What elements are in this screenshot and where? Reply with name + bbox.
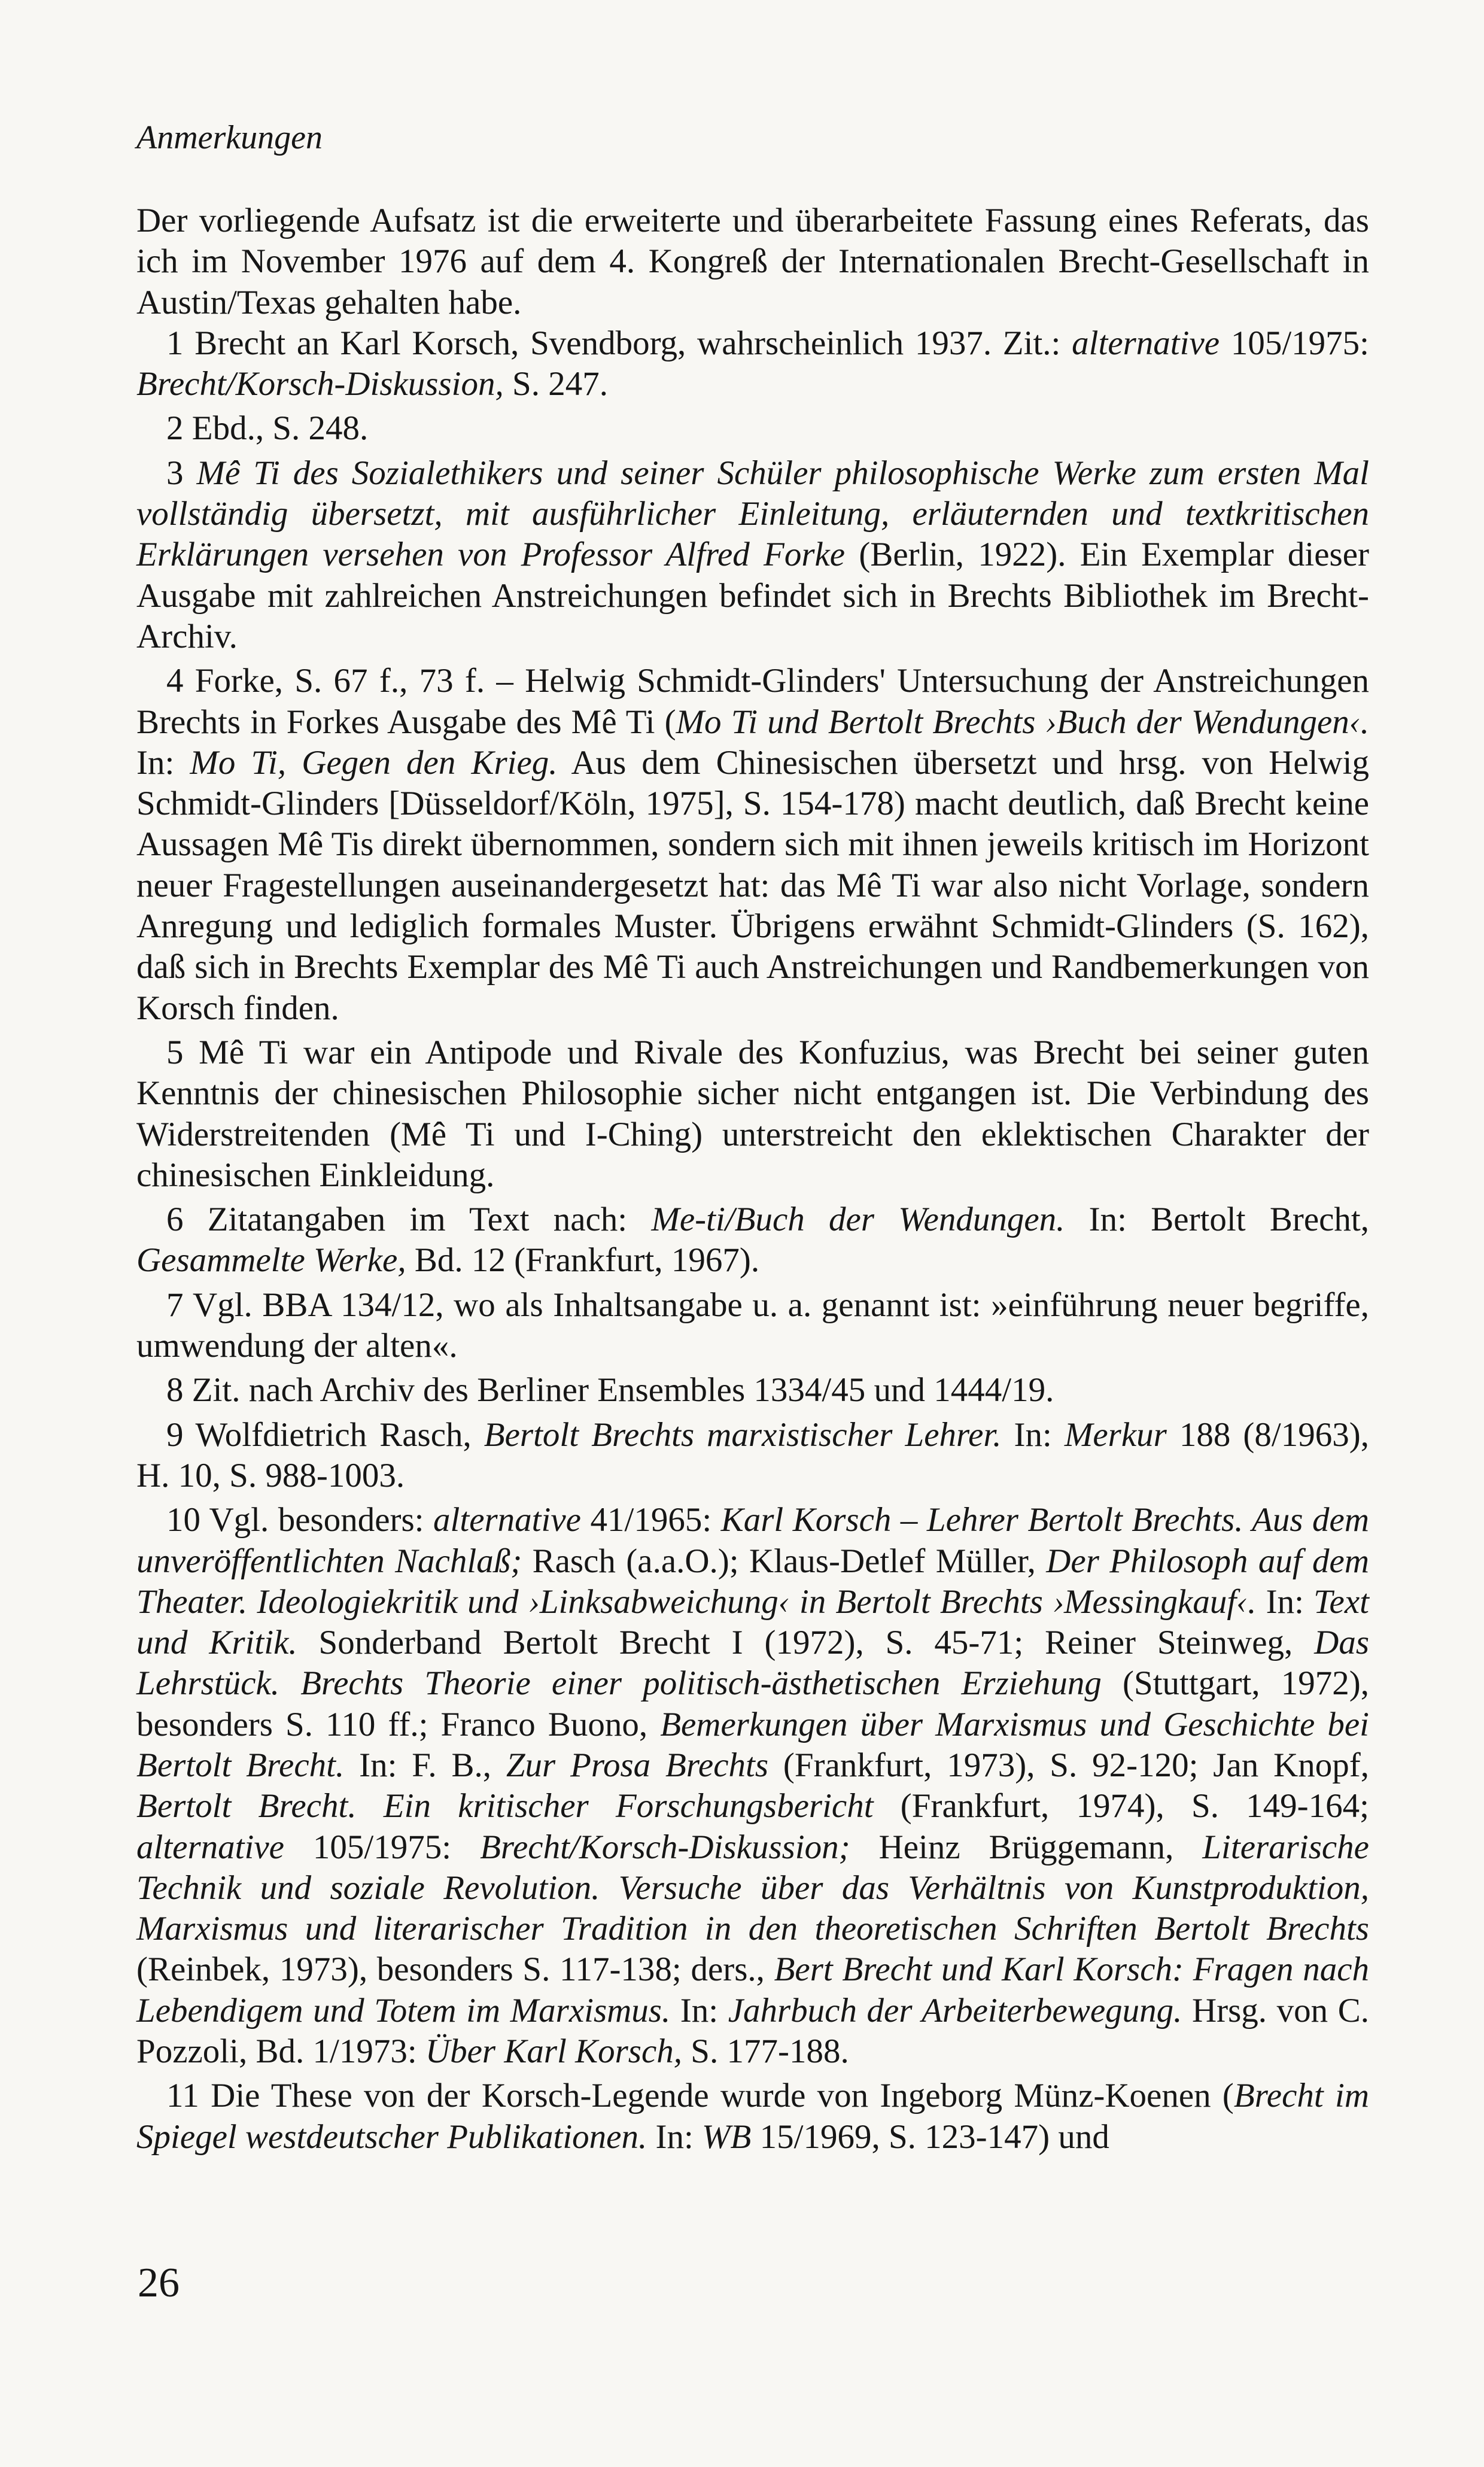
footnote-number: 7 — [166, 1286, 184, 1324]
italic-text: Bertolt Brecht. Ein kritischer Forschungsbericht — [136, 1787, 874, 1825]
footnote-number: 10 — [166, 1501, 200, 1539]
notes-list — [136, 323, 1369, 2158]
text-segment: 41/1965: — [580, 1501, 721, 1539]
text-segment: Zit. nach Archiv des Berliner Ensembles 1334/45 und 1444/19. — [191, 1371, 1054, 1409]
footnote-4 — [136, 661, 1369, 1029]
text-segment: In: — [1001, 1415, 1065, 1454]
text-segment: Heinz Brüggemann, — [850, 1828, 1203, 1866]
italic-text: alternative — [433, 1501, 581, 1539]
footnote-7 — [136, 1285, 1369, 1367]
footnote-1 — [136, 323, 1369, 405]
footnote-number: 8 — [166, 1371, 184, 1409]
text-segment: 188 (8/1963), H. 10, S. 988-1003. — [136, 1415, 1369, 1494]
text-segment: Mê Ti war ein Antipode und Rivale des Konfuzius, was Brecht bei seiner guten Kenntnis der chinesischen Philosophie sicher nicht entgangen ist. Die Verbindung des Widerstreitenden (Mê Ti und I-Ching) unterstreicht den eklektischen Charakter der chinesischen Einkleidung. — [136, 1033, 1370, 1194]
footnote-5 — [136, 1032, 1369, 1196]
footnote-number: 3 — [166, 454, 184, 492]
footnote-10 — [136, 1500, 1369, 2072]
text-segment: Ebd., S. 248. — [191, 409, 369, 448]
text-segment: 15/1969, S. 123-147) und — [751, 2117, 1109, 2156]
text-segment: (Frankfurt, 1974), S. 149-164; — [873, 1787, 1369, 1825]
footnote-9 — [136, 1415, 1369, 1497]
text-segment: Wolfdietrich Rasch, — [195, 1415, 484, 1454]
footnote-11 — [136, 2076, 1369, 2158]
section-heading: Anmerkungen — [136, 119, 323, 156]
text-segment: In: F. B., — [344, 1746, 506, 1784]
italic-text: Mê Ti des Sozialethikers und seiner Schüler philosophische Werke zum ersten Mal vollständig übersetzt, mit ausführlicher Einleitung, erläuternden und textkritischen Erklärungen versehen von Professor Alfred Forke — [136, 454, 1369, 574]
text-segment: Vgl. BBA 134/12, wo als Inhaltsangabe u. a. genannt ist: »einführung neuer begriffe, umwendung der alten«. — [136, 1286, 1369, 1365]
italic-text: Brecht/Korsch-Diskussion; — [480, 1828, 850, 1866]
text-segment: (Frankfurt, 1973), S. 92-120; Jan Knopf, — [768, 1746, 1369, 1784]
text-segment: (Reinbek, 1973), besonders S. 117-138; ders., — [136, 1950, 774, 1989]
italic-text: Mo Ti und Bertolt Brechts ›Buch der Wendungen‹. — [676, 703, 1370, 741]
italic-text: Brecht/Korsch-Diskussion, — [136, 365, 504, 403]
text-segment: Forke, S. 67 f., 73 f. – Helwig Schmidt-Glinders' Untersuchung der Anstreichungen Brechts in Forkes Ausgabe des Mê Ti ( — [136, 662, 1369, 741]
italic-text: Bert Brecht und Karl Korsch: Fragen nach Lebendigem und Totem im Marxismus. — [136, 1950, 1369, 2029]
text-segment: 105/1975: — [284, 1828, 481, 1866]
footnote-number: 11 — [166, 2077, 199, 2115]
italic-text: alternative — [1072, 324, 1220, 362]
footnote-number: 6 — [166, 1201, 184, 1239]
text-segment: Die These von der Korsch-Legende wurde von Ingeborg Münz-Koenen ( — [211, 2077, 1234, 2115]
italic-text: WB — [702, 2117, 752, 2156]
italic-text: Der Philosoph auf dem Theater. Ideologiekritik und ›Linksabweichung‹ in Bertolt Brechts ›Messingkauf‹. — [136, 1542, 1369, 1621]
text-segment: Rasch (a.a.O.); Klaus-Detlef Müller, — [522, 1542, 1047, 1580]
page-number: 26 — [138, 2260, 180, 2306]
text-segment: Aus dem Chinesischen übersetzt und hrsg. von Helwig Schmidt-Glinders [Düsseldorf/Köln, 1975], S. 154-178) macht deutlich, daß Brecht keine Aussagen Mê Tis direkt übernommen, sondern sich mit ihnen jeweils kritisch im Horizont neuer Fragestellungen auseinandergesetzt hat: das Mê Ti war also nicht Vorlage, sondern Anregung und lediglich formales Muster. Übrigens erwähnt Schmidt-Glinders (S. 162), daß sich in Brechts Exemplar des Mê Ti auch Anstreichungen und Randbemerkungen von Korsch finden. — [136, 743, 1369, 1027]
text-segment: In: Bertolt Brecht, — [1065, 1201, 1370, 1239]
text-segment: (Stuttgart, 1972), besonders S. 110 ff.; Franco Buono, — [136, 1664, 1369, 1743]
footnote-number: 9 — [166, 1415, 184, 1454]
italic-text: Jahrbuch der Arbeiterbewegung. — [728, 1991, 1182, 2029]
footnote-number: 5 — [166, 1033, 184, 1071]
text-segment: Zitatangaben im Text nach: — [207, 1201, 652, 1239]
italic-text: Über Karl Korsch, — [425, 2032, 683, 2071]
italic-text: alternative — [136, 1828, 284, 1866]
text-segment: Brecht an Karl Korsch, Svendborg, wahrscheinlich 1937. Zit.: — [194, 324, 1072, 362]
footnote-number: 1 — [166, 324, 184, 362]
italic-text: Das Lehrstück. Brechts Theorie einer politisch-ästhetischen Erziehung — [136, 1624, 1370, 1703]
footnote-8 — [136, 1370, 1369, 1411]
footnote-2 — [136, 408, 1369, 449]
italic-text: Me-ti/Buch der Wendungen. — [651, 1201, 1065, 1239]
text-segment: In: — [136, 743, 190, 782]
intro-paragraph: Der vorliegende Aufsatz ist die erweiterte und überarbeitete Fassung eines Referats, das ich im November 1976 auf dem 4. Kongreß der Internationalen Brecht-Gesellschaft in Austin/Texas gehalten habe. — [136, 202, 1369, 321]
italic-text: Literarische Technik und soziale Revolution. Versuche über das Verhältnis von Kunstproduktion, Marxismus und literarischer Tradition in den theoretischen Schriften Bertolt Brechts — [136, 1828, 1369, 1948]
notes-body — [136, 200, 1369, 2158]
text-segment: Bd. 12 (Frankfurt, 1967). — [406, 1241, 760, 1280]
footnote-3 — [136, 453, 1369, 657]
text-segment: In: — [647, 2117, 703, 2156]
text-segment: (Berlin, 1922). Ein Exemplar dieser Ausgabe mit zahlreichen Anstreichungen befindet sich in Brechts Bibliothek im Brecht-Archiv. — [136, 536, 1369, 655]
italic-text: Gesammelte Werke, — [136, 1241, 406, 1280]
text-segment: S. 247. — [503, 365, 608, 403]
text-segment: S. 177-188. — [682, 2032, 849, 2071]
italic-text: Mo Ti, Gegen den Krieg. — [190, 743, 558, 782]
italic-text: Merkur — [1064, 1415, 1167, 1454]
footnote-number: 2 — [166, 409, 184, 448]
text-segment: Sonderband Bertolt Brecht I (1972), S. 45-71; Reiner Steinweg, — [297, 1624, 1315, 1662]
italic-text: Brecht im Spiegel westdeutscher Publikationen. — [136, 2077, 1369, 2156]
text-segment: In: — [670, 1991, 728, 2029]
italic-text: Zur Prosa Brechts — [506, 1746, 769, 1784]
footnote-6 — [136, 1199, 1369, 1281]
footnote-number: 4 — [166, 662, 184, 700]
text-segment: Hrsg. von C. Pozzoli, Bd. 1/1973: — [136, 1991, 1369, 2071]
italic-text: Bertolt Brechts marxistischer Lehrer. — [483, 1415, 1002, 1454]
text-segment: In: — [1256, 1582, 1314, 1621]
text-segment: Vgl. besonders: — [209, 1501, 434, 1539]
italic-text: Bemerkungen über Marxismus und Geschichte bei Bertolt Brecht. — [136, 1705, 1369, 1784]
text-segment: 105/1975: — [1220, 324, 1369, 362]
italic-text: Karl Korsch – Lehrer Bertolt Brechts. Aus dem unveröffentlichten Nachlaß; — [136, 1501, 1369, 1580]
italic-text: Text und Kritik. — [136, 1582, 1369, 1662]
